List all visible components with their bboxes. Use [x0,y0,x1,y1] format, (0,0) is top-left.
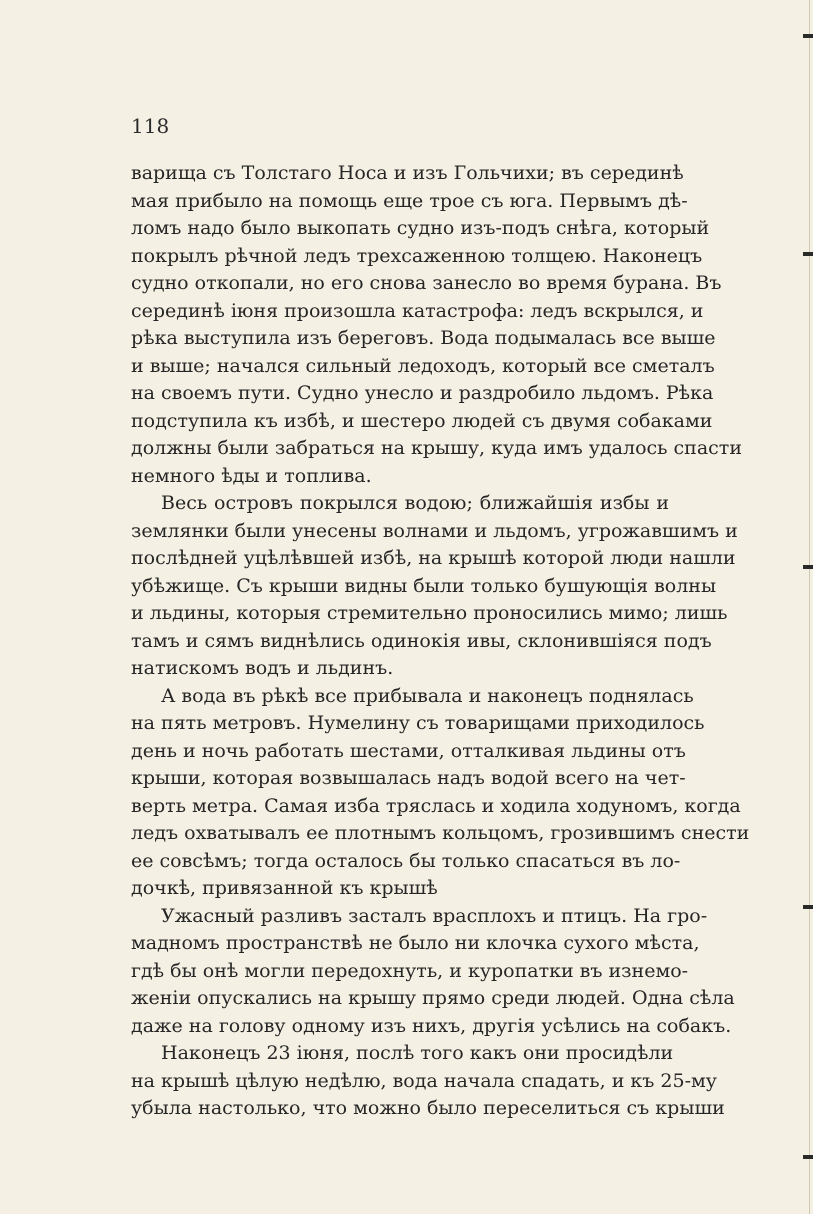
text-line: верть метра. Самая изба тряслась и ходила ходуномъ, когда [131,794,741,817]
text-line: мая прибыло на помощь еще трое съ юга. Первымъ дѣ- [131,189,688,212]
text-line: день и ночь работать шестами, отталкивая льдины отъ [131,739,686,762]
body-text [131,160,750,1123]
text-line: гдѣ бы онѣ могли передохнуть, и куропатки въ изнемо- [131,959,689,982]
text-line: Ужасный разливъ засталъ врасплохъ и птицъ. На гро- [161,904,708,927]
text-line: подступила къ избѣ, и шестеро людей съ двумя собаками [131,409,713,432]
text-line: даже на голову одному изъ нихъ, другія усѣлись на собакъ. [131,1014,732,1037]
text-line: ледъ охватывалъ ее плотнымъ кольцомъ, грозившимъ снести [131,822,750,844]
page-edge [809,0,810,1214]
edge-mark [803,905,813,909]
text-line: должны были забраться на крышу, куда имъ удалось спасти [131,437,742,459]
text-line: варища съ Толстаго Носа и изъ Гольчихи; въ серединѣ [131,162,684,184]
edge-mark [803,1155,813,1159]
text-line: рѣка выступила изъ береговъ. Вода подымалась все выше [131,327,716,349]
text-line: А вода въ рѣкѣ все прибывала и наконецъ поднялась [161,684,694,707]
text-line: ломъ надо было выкопать судно изъ-подъ снѣга, который [131,217,710,239]
text-line: Весь островъ покрылся водою; ближайшія избы и [161,492,669,514]
text-line: немного ѣды и топлива. [131,464,372,487]
text-line: ее совсѣмъ; тогда осталось бы только спасаться въ ло- [131,849,681,872]
text-line: женіи опускались на крышу прямо среди людей. Одна сѣла [131,987,735,1009]
page-number: 118 [131,114,170,138]
text-line: убѣжище. Съ крыши видны были только бушующія волны [131,574,717,597]
text-line: послѣдней уцѣлѣвшей избѣ, на крышѣ которой люди нашли [131,547,736,569]
text-line: и выше; начался сильный ледоходъ, который все сметалъ [131,354,715,377]
edge-mark [803,34,813,38]
text-line: землянки были унесены волнами и льдомъ, угрожавшимъ и [131,519,738,542]
edge-mark [803,565,813,569]
text-line: мадномъ пространствѣ не было ни клочка сухого мѣста, [131,932,700,954]
text-line: судно откопали, но его снова занесло во время бурана. Въ [131,272,722,294]
text-line: и льдины, которыя стремительно проносились мимо; лишь [131,602,728,624]
text-line: натискомъ водъ и льдинъ. [131,657,394,679]
text-line: тамъ и сямъ виднѣлись одинокія ивы, склонившіяся подъ [131,629,712,652]
text-line: дочкѣ, привязанной къ крышѣ [131,877,438,899]
text-line: крыши, которая возвышалась надъ водой всего на чет- [131,767,686,789]
text-line: на крышѣ цѣлую недѣлю, вода начала спадать, и къ 25-му [131,1069,717,1092]
text-line: на пять метровъ. Нумелину съ товарищами приходилось [131,712,705,734]
text-line: Наконецъ 23 іюня, послѣ того какъ они просидѣли [161,1042,674,1064]
text-line: убыла настолько, что можно было переселиться съ крыши [131,1097,725,1119]
text-line: на своемъ пути. Судно унесло и раздробило льдомъ. Рѣка [131,382,714,404]
text-line: серединѣ іюня произошла катастрофа: ледъ вскрылся, и [131,299,704,322]
text-line: покрылъ рѣчной ледъ трехсаженною толщею. Наконецъ [131,244,703,267]
edge-mark [803,252,813,256]
